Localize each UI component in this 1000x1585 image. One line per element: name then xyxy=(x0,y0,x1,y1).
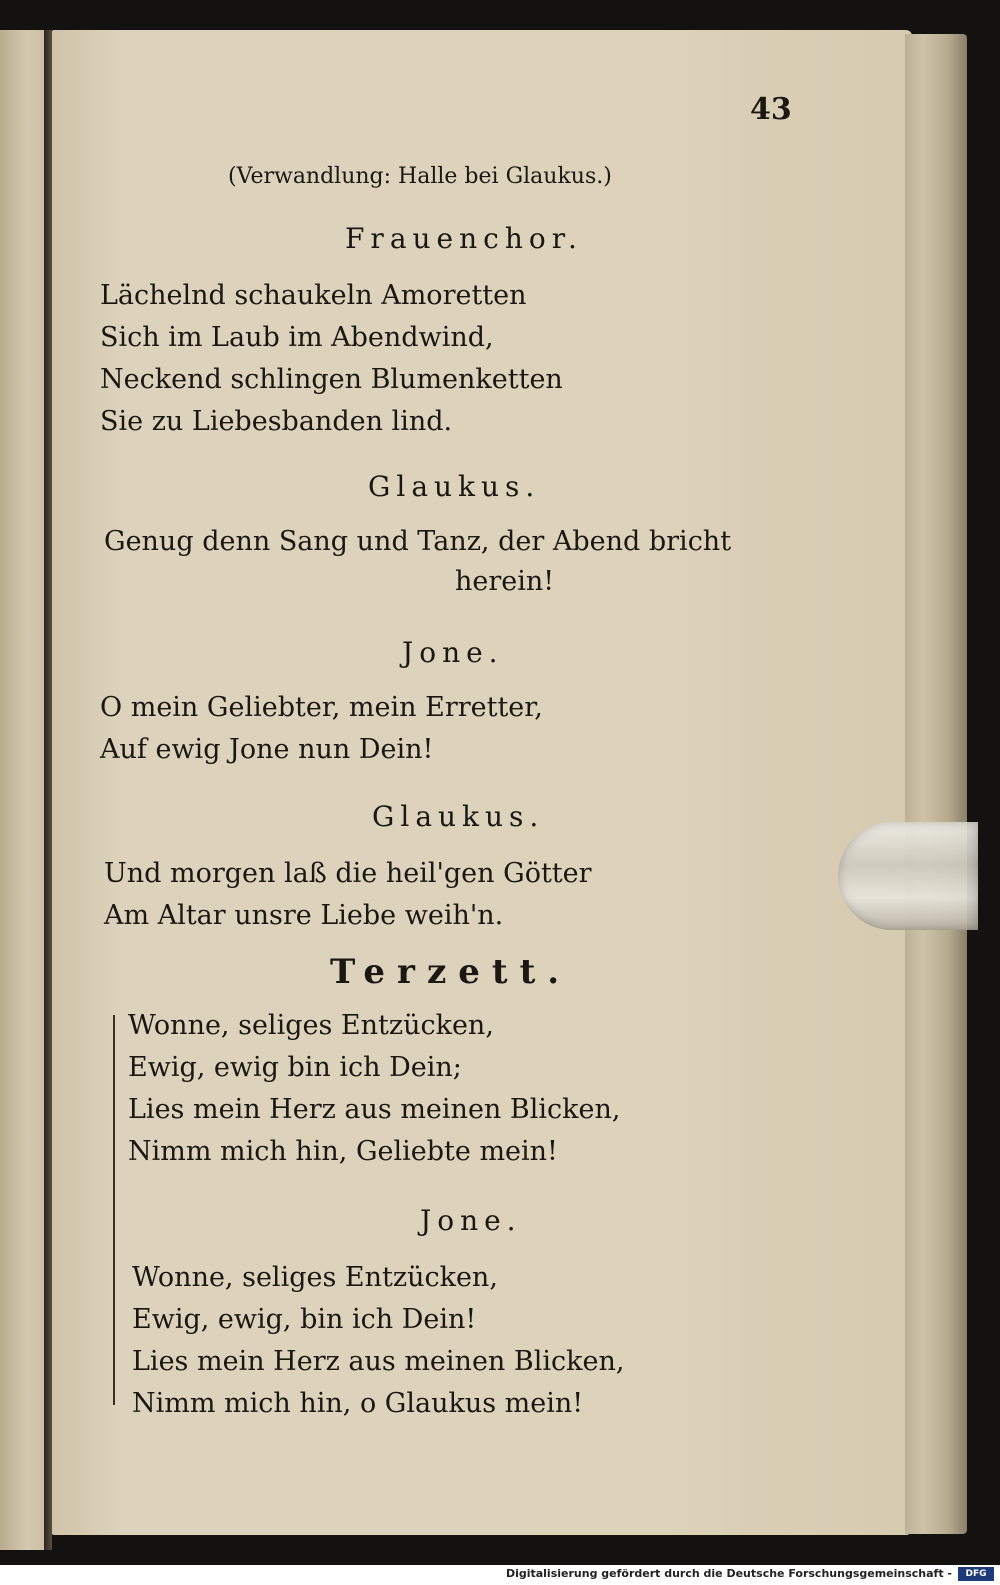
verse-line: Lies mein Herz aus meinen Blicken, xyxy=(128,1094,621,1125)
verse-line: Ewig, ewig bin ich Dein; xyxy=(128,1052,462,1083)
verse-line: Auf ewig Jone nun Dein! xyxy=(100,734,434,765)
page-number: 43 xyxy=(750,92,792,127)
stage-direction: (Verwandlung: Halle bei Glaukus.) xyxy=(228,164,612,189)
verse-brace xyxy=(113,1015,129,1405)
dfg-logo: DFG xyxy=(958,1567,994,1581)
verse-line: O mein Geliebter, mein Erretter, xyxy=(100,692,543,723)
verse-line: Ewig, ewig, bin ich Dein! xyxy=(132,1304,477,1335)
verse-line: Und morgen laß die heil'gen Götter xyxy=(104,858,592,889)
speaker-frauenchor: Frauenchor. xyxy=(345,222,583,255)
speaker-glaukus: Glaukus. xyxy=(368,470,541,503)
verse-line: Genug denn Sang und Tanz, der Abend bricht xyxy=(104,526,732,557)
verse-line: Sich im Laub im Abendwind, xyxy=(100,322,494,353)
footer-credit: Digitalisierung gefördert durch die Deutsche Forschungsgemeinschaft - xyxy=(505,1567,952,1580)
verse-line: Sie zu Liebesbanden lind. xyxy=(100,406,453,437)
verse-line: Nimm mich hin, o Glaukus mein! xyxy=(132,1388,584,1419)
verse-line: Am Altar unsre Liebe weih'n. xyxy=(104,900,504,931)
verse-line: herein! xyxy=(455,566,555,597)
verse-line: Lächelnd schaukeln Amoretten xyxy=(100,280,527,311)
verse-line: Lies mein Herz aus meinen Blicken, xyxy=(132,1346,625,1377)
footer-bar xyxy=(0,1565,1000,1585)
verse-line: Wonne, seliges Entzücken, xyxy=(132,1262,498,1293)
speaker-glaukus: Glaukus. xyxy=(372,800,545,833)
verse-line: Wonne, seliges Entzücken, xyxy=(128,1010,494,1041)
terzett-heading: Terzett. xyxy=(330,952,572,992)
verse-line: Nimm mich hin, Geliebte mein! xyxy=(128,1136,558,1167)
speaker-jone: Jone. xyxy=(402,636,504,669)
verse-line: Neckend schlingen Blumenketten xyxy=(100,364,563,395)
speaker-jone: Jone. xyxy=(420,1204,522,1237)
